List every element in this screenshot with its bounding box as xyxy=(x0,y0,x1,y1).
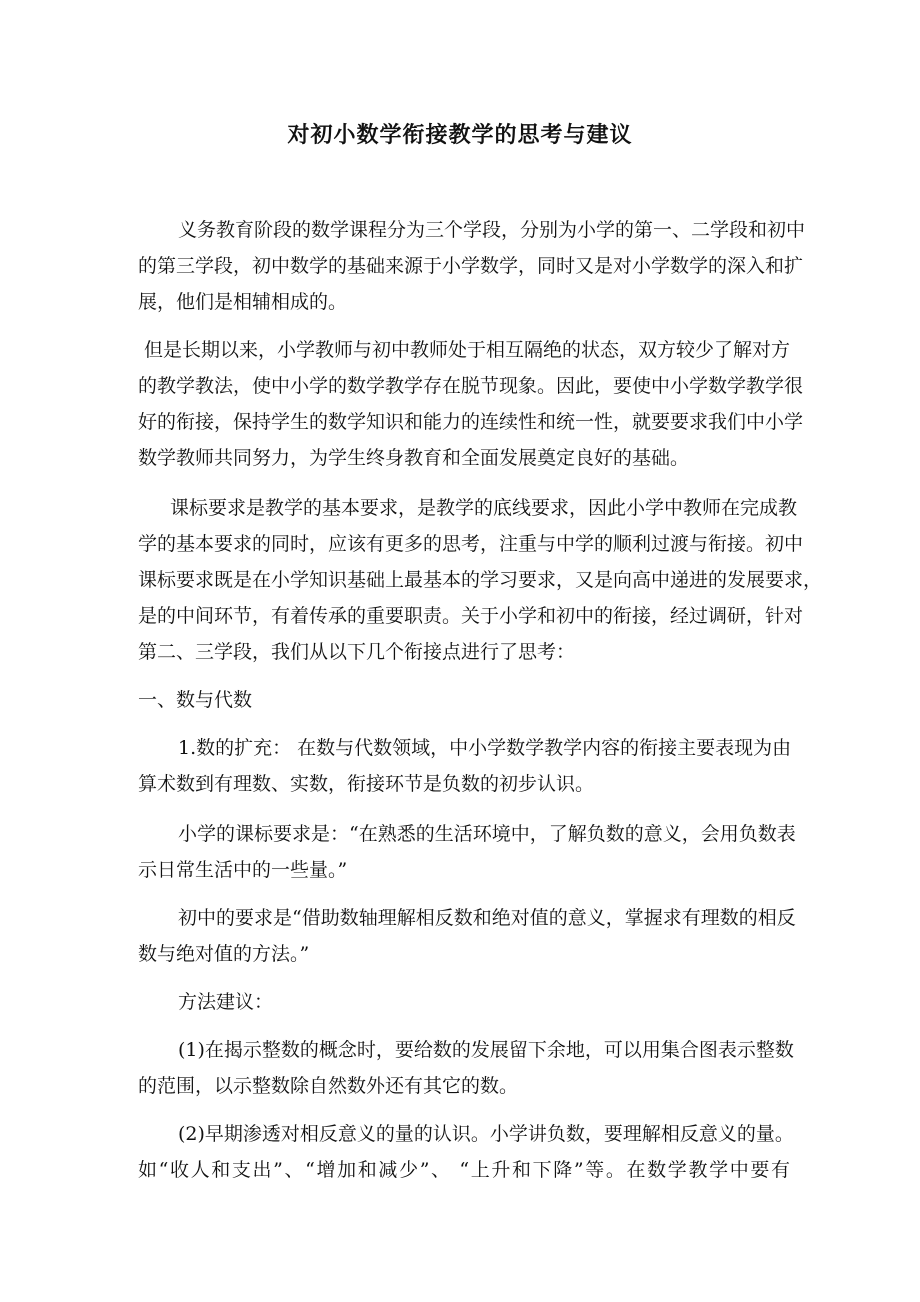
text-line: 课标要求既是在小学知识基础上最基本的学习要求，又是向高中递进的发展要求， xyxy=(138,569,823,591)
text-line: 的教学教法，使中小学的数学教学存在脱节现象。因此，要使中小学数学教学很 xyxy=(138,375,804,397)
text-line: 是的中间环节，有着传承的重要职责。关于小学和初中的衔接，经过调研，针对 xyxy=(138,605,804,627)
text-line: 的范围，以示整数除自然数外还有其它的数。 xyxy=(138,1075,519,1097)
text-line: 数学教师共同努力，为学生终身教育和全面发展奠定良好的基础。 xyxy=(138,447,690,469)
document-title: 对初小数学衔接教学的思考与建议 xyxy=(287,122,633,148)
text-line: 学的基本要求的同时，应该有更多的思考，注重与中学的顺利过渡与衔接。初中 xyxy=(138,533,804,555)
text-line: 数与绝对值的方法。” xyxy=(138,943,310,965)
text-line: 小学的课标要求是：“在熟悉的生活环境中，了解负数的意义，会用负数表 xyxy=(178,823,796,845)
text-line: 算术数到有理数、实数，衔接环节是负数的初步认识。 xyxy=(138,773,595,795)
text-line: 的第三学段，初中数学的基础来源于小学数学，同时又是对小学数学的深入和扩 xyxy=(138,255,804,277)
text-line: 1.数的扩充： 在数与代数领域，中小学数学教学内容的衔接主要表现为由 xyxy=(178,737,792,759)
subheading-method-suggestions: 方法建议： xyxy=(178,991,274,1013)
text-line: 示日常生活中的一些量。” xyxy=(138,859,348,881)
section-heading: 一、数与代数 xyxy=(138,689,253,711)
text-line: 初中的要求是“借助数轴理解相反数和绝对值的意义，掌握求有理数的相反 xyxy=(178,907,796,929)
text-line: 义务教育阶段的数学课程分为三个学段，分别为小学的第一、二学段和初中 xyxy=(178,219,806,241)
text-line: 但是长期以来，小学教师与初中教师处于相互隔绝的状态，双方较少了解对方 xyxy=(144,339,791,361)
text-line: (2)早期渗透对相反意义的量的认识。小学讲负数，要理解相反意义的量。 xyxy=(178,1123,794,1145)
text-line: (1)在揭示整数的概念时，要给数的发展留下余地，可以用集合图表示整数 xyxy=(178,1039,794,1061)
text-line: 课标要求是教学的基本要求，是教学的底线要求，因此小学中教师在完成教 xyxy=(170,497,798,519)
text-line: 展，他们是相辅相成的。 xyxy=(138,291,348,313)
text-line: 如“收人和支出”、“增加和减少”、 “上升和下降”等。在数学教学中要有 xyxy=(138,1159,790,1181)
text-line: 好的衔接，保持学生的数学知识和能力的连续性和统一性，就要要求我们中小学 xyxy=(138,411,804,433)
text-line: 第二、三学段，我们从以下几个衔接点进行了思考： xyxy=(138,641,576,663)
